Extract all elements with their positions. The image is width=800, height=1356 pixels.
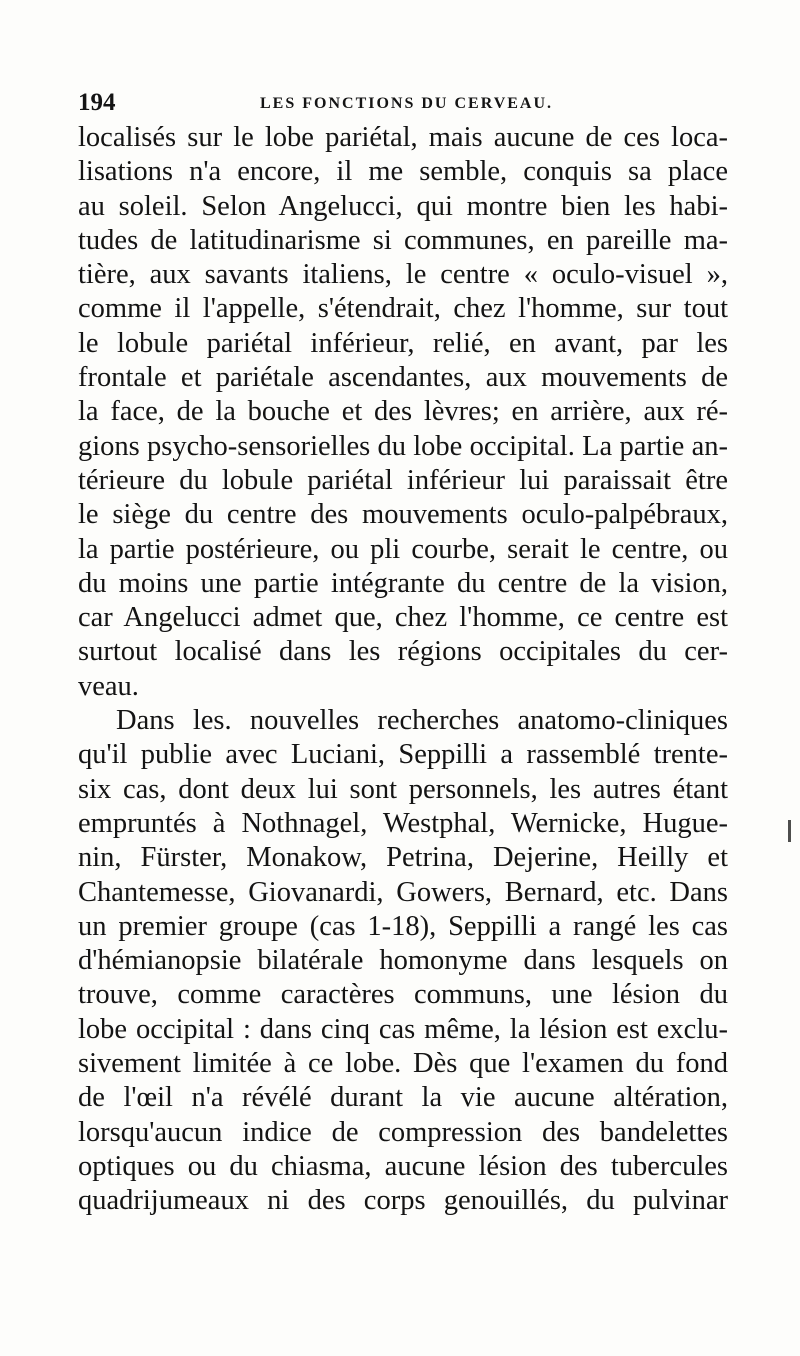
body-text (78, 121, 728, 1219)
page-number: 194 (78, 89, 116, 116)
text-line: la partie postérieure, ou pli courbe, serait le centre, ou (78, 533, 728, 565)
text-line: sivement limitée à ce lobe. Dès que l'examen du fond (78, 1048, 728, 1080)
text-line: localisés sur le lobe pariétal, mais aucune de ces loca- (78, 122, 728, 153)
text-line: d'hémianopsie bilatérale homonyme dans lesquels on (78, 945, 728, 977)
text-line: Dans les. nouvelles recherches anatomo-cliniques (116, 705, 728, 737)
running-title: LES FONCTIONS DU CERVEAU. (260, 95, 554, 112)
text-line: térieure du lobule pariétal inférieur lui paraissait être (78, 464, 728, 496)
text-line: du moins une partie intégrante du centre de la vision, (78, 567, 728, 599)
text-line: lobe occipital : dans cinq cas même, la lésion est exclu- (78, 1013, 728, 1045)
text-line: optiques ou du chiasma, aucune lésion des tubercules (78, 1150, 728, 1182)
text-line: car Angelucci admet que, chez l'homme, ce centre est (78, 602, 728, 634)
text-line: au soleil. Selon Angelucci, qui montre bien les habi- (78, 190, 728, 222)
text-line: empruntés à Nothnagel, Westphal, Wernicke, Hugue- (78, 807, 728, 839)
text-line: trouve, comme caractères communs, une lésion du (78, 979, 728, 1011)
text-line: de l'œil n'a révélé durant la vie aucune altération, (78, 1082, 728, 1114)
text-line: quadrijumeaux ni des corps genouillés, du pulvinar (78, 1185, 728, 1217)
text-line: veau. (78, 670, 139, 702)
text-line: surtout localisé dans les régions occipitales du cer- (78, 636, 728, 668)
text-line: Chantemesse, Giovanardi, Gowers, Bernard, etc. Dans (78, 876, 728, 908)
paragraph-2 (78, 704, 728, 1218)
text-line: lisations n'a encore, il me semble, conquis sa place (78, 156, 728, 188)
running-head (78, 88, 728, 118)
text-line: comme il l'appelle, s'étendrait, chez l'homme, sur tout (78, 293, 728, 325)
text-line: la face, de la bouche et des lèvres; en arrière, aux ré- (78, 396, 728, 428)
text-line: lorsqu'aucun indice de compression des bandelettes (78, 1116, 728, 1148)
text-line: un premier groupe (cas 1-18), Seppilli a rangé les cas (78, 910, 728, 942)
text-line: gions psycho-sensorielles du lobe occipital. La partie an- (78, 430, 728, 462)
text-line: le siège du centre des mouvements oculo-palpébraux, (78, 499, 728, 531)
text-line: six cas, dont deux lui sont personnels, les autres étant (78, 773, 728, 805)
text-line: nin, Fürster, Monakow, Petrina, Dejerine, Heilly et (78, 842, 728, 874)
text-line: frontale et pariétale ascendantes, aux mouvements de (78, 362, 728, 394)
paragraph-1 (78, 121, 728, 704)
text-line: tière, aux savants italiens, le centre « oculo-visuel », (78, 259, 728, 291)
text-line: tudes de latitudinarisme si communes, en pareille ma- (78, 224, 728, 256)
text-line: qu'il publie avec Luciani, Seppilli a rassemblé trente- (78, 739, 728, 771)
scan-mark (788, 820, 791, 842)
text-line: le lobule pariétal inférieur, relié, en avant, par les (78, 327, 728, 359)
